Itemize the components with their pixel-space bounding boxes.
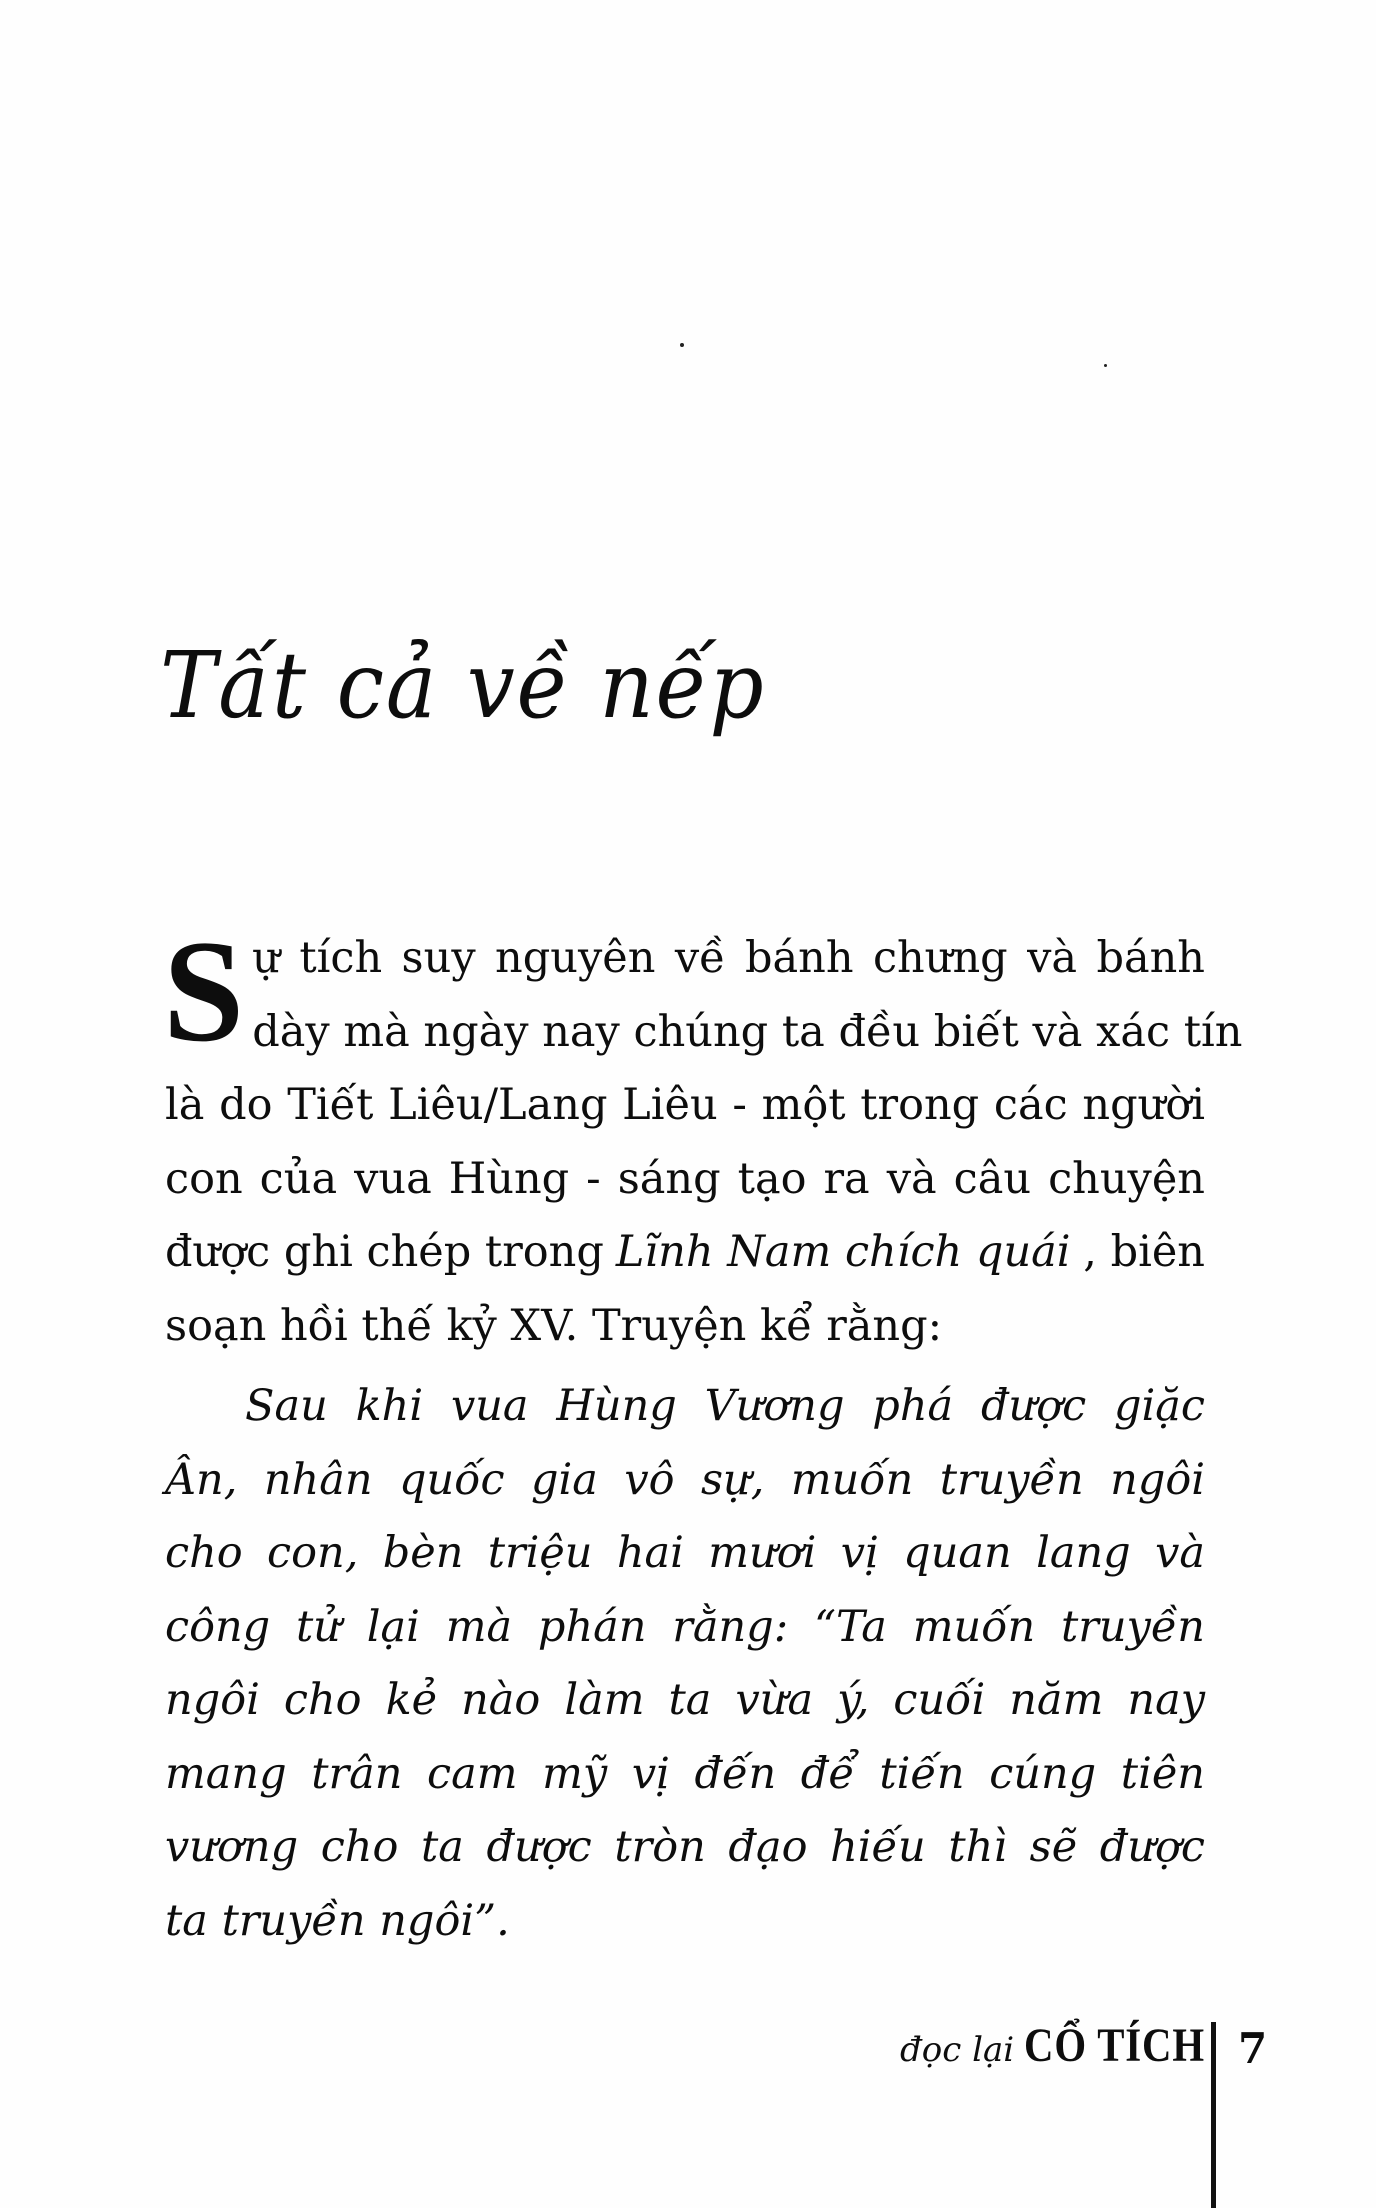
text-line: mang trân cam mỹ vị đến để tiến cúng tiên: [165, 1748, 1205, 1799]
series-title: CỔ TÍCH: [1024, 2019, 1206, 2072]
page-number: 7: [1238, 2024, 1268, 2073]
text-line: soạn hồi thế kỷ XV. Truyện kể rằng:: [165, 1300, 943, 1351]
text-line: Sau khi vua Hùng Vương phá được giặc: [245, 1381, 1205, 1431]
quote-paragraph: [165, 1370, 1205, 1958]
text-line: con của vua Hùng - sáng tạo ra và câu chuyện: [165, 1153, 1205, 1204]
chapter-title: Tất cả về nếp: [160, 632, 766, 739]
text-line: cho con, bèn triệu hai mươi vị quan lang và: [165, 1528, 1205, 1578]
text-line: ngôi cho kẻ nào làm ta vừa ý, cuối năm nay: [165, 1675, 1205, 1725]
text-line: vương cho ta được tròn đạo hiếu thì sẽ được: [165, 1822, 1205, 1872]
text-line: công tử lại mà phán rằng: “Ta muốn truyền: [165, 1601, 1205, 1652]
series-script-label: đọc lại: [900, 2030, 1015, 2070]
scan-speck: [680, 343, 684, 347]
running-footer: [900, 2018, 1237, 2073]
book-title-citation: Lĩnh Nam chích quái: [615, 1227, 1071, 1277]
text-line: ta truyền ngôi”.: [165, 1895, 510, 1946]
footer-divider: [1211, 2022, 1216, 2208]
intro-paragraph: [163, 910, 1243, 1363]
text-line: Ân, nhân quốc gia vô sự, muốn truyền ngôi: [165, 1454, 1205, 1505]
scan-speck: [1104, 364, 1107, 367]
text-line: là do Tiết Liêu/Lang Liêu - một trong các người: [165, 1080, 1205, 1130]
drop-cap: S: [163, 910, 245, 1072]
text-segment: , biên: [1083, 1227, 1205, 1277]
text-line: ự tích suy nguyên về bánh chưng và bánh: [252, 933, 1205, 983]
text-segment: được ghi chép trong: [165, 1227, 604, 1277]
text-line: dày mà ngày nay chúng ta đều biết và xác tín: [252, 1006, 1243, 1057]
text-line: [165, 1216, 1205, 1290]
